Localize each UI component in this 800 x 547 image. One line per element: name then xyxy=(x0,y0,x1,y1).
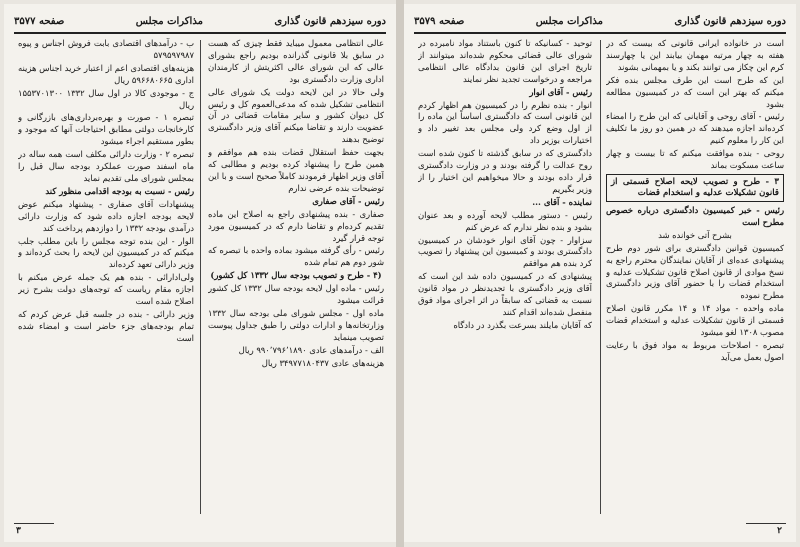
paragraph: دادگستری که در سابق گذشته تا کنون شده است روح عدالت را گرفته بودند و در وزارت دادگستری قرار داده بودند و حالا میخواهیم این اختیار را از وزیر بگیریم xyxy=(418,148,592,194)
paragraph: تبصره ۲ - وزارت دارائی مکلف است همه ساله در ماه اسفند صورت عملکرد بودجه سال قبل را بمجلس شورای ملی تقدیم نماید xyxy=(18,149,194,183)
book-gutter xyxy=(396,0,404,547)
left-header-title: دوره سیزدهم قانون گذاری xyxy=(274,15,386,27)
left-header-page-label: صفحه ۳۵۷۷ xyxy=(14,15,65,27)
section-heading: (۴ - طرح و تصویب بودجه سال ۱۳۳۲ کل کشور) xyxy=(210,270,382,281)
paragraph: وزیر دارائی - بنده در جلسه قبل عرض کردم که تمام بودجه‌های جزء حاضر است و امضاء شده است xyxy=(18,308,194,343)
paragraph: عالی انتظامی معمول میباید فقط چیزی که هست در سابق بلا قانونی گذرانده بودیم راجع بشورای عالی که این شورای عالی اکثریتش از کارمندان اداری وزارت دادگستری بود xyxy=(208,38,384,84)
paragraph: پیشنهادات آقای صفاری - پیشنهاد میکنم عوض لایحه بودجه اجازه داده شود که وزارت دارائی درآمدی بودجه ۱۳۳۲ را دوازدهم پرداخت کند xyxy=(18,198,194,233)
right-column-divider xyxy=(600,40,601,514)
left-column-divider xyxy=(200,40,201,514)
left-page-header xyxy=(14,12,386,30)
paragraph: ماده اول - مجلس شورای ملی بودجه سال ۱۳۳۲ وزارتخانه‌ها و ادارات دولتی را طبق جداول پیوست تصویب مینماید xyxy=(208,307,384,342)
paragraph: توحید - کسانیکه تا کنون باستناد مواد نامبرده در شورای عالی قضائی محکوم شده‌اند میتوانند از تاریخ اجرای این قانون بدادگاه عالی انتظامی مراجعه و درخواست تجدید نظر نمایند xyxy=(418,38,592,84)
paragraph: تبصره - اصلاحات مربوط به مواد فوق با رعایت اصول بعمل می‌آید xyxy=(606,339,784,362)
right-footer-rule xyxy=(746,523,786,524)
budget-line: ب - درآمدهای اقتصادی بابت فروش اجناس و پیوه ۵۷۹۵۹۷۹۸۷ xyxy=(18,38,194,60)
paragraph: بجهت حفظ استقلال قضات بنده هم موافقم و همین طرح را پیشنهاد کرده بودیم و مطالبی که آقای وزیر اظهار فرمودند کاملاً صحیح است و با این توضیحات بنده عرضی ندارم xyxy=(208,147,384,193)
left-page-right-column xyxy=(208,38,384,518)
speaker-line: رئیس - آقای انوار xyxy=(529,86,592,97)
paragraph: رئیس - آقای روحی و آقایانی که این طرح را امضاء کرده‌اند اجازه میدهند که در همین دو روز ما تکلیف این کار را معلوم کنیم xyxy=(606,111,784,146)
paragraph: صفاری - بنده پیشنهادی راجع به اصلاح این ماده تقدیم کرده‌ام و تقاضا دارم که در کمیسیون مورد توجه قرار گیرد xyxy=(208,208,384,243)
paragraph: روحی - بنده موافقت میکنم که تا بیست و چهار ساعت مسکوت بماند xyxy=(606,148,784,171)
left-page-number: ۳ xyxy=(16,526,21,536)
speaker-line: رئیس - آقای صفاری xyxy=(312,195,384,206)
budget-line: الف - درآمدهای عادی ۹۹۰٬۷۹۶٬۱۸۹۰ ریال xyxy=(238,344,384,355)
speaker-line: نماینده - آقای ... xyxy=(532,196,592,207)
left-header-section: مذاکرات مجلس xyxy=(135,15,203,27)
right-page xyxy=(404,4,796,542)
right-header-title: دوره سیزدهم قانون گذاری xyxy=(674,15,786,27)
paragraph: کمیسیون قوانین دادگستری برای شور دوم طرح پیشنهادی عده‌ای از آقایان نمایندگان محترم راجع به نسخ موادی از قانون اصلاح قانون تشکیلات عدلیه و استخدام قضات را با حضور آقای وزیر دادگستری مطرح نموده xyxy=(606,242,784,301)
paragraph: ولی حالا در این لایحه دولت یک شورای عالی انتظامی تشکیل شده که مدعی‌العموم کل و رئیس کل دیوان کشور و سایر مقامات قضائی در آن عضویت دارند و تقاضا میکنم آقای وزیر دادگستری توضیح بدهند xyxy=(208,86,384,145)
paragraph: این که طرح است این طرف مجلس بنده فکر میکنم که بهتر این است که در کمیسیون مطالعه بشود xyxy=(606,74,784,109)
paragraph: است در خانواده ایرانی قانونی که بیست که در هفته به چهار مرتبه مهمان بیابند این یا چهارسند کرم این چکاز می توانند بکند و یا بمهمانی بشوند xyxy=(606,38,784,72)
right-page-right-column xyxy=(606,38,784,518)
paragraph: تبصره ۱ - صورت و بهره‌برداری‌های بازرگانی و کارخانجات دولتی مطابق احتیاجات آنها که موجود و بطور مستقیم اجراء میشود xyxy=(18,112,194,147)
left-page xyxy=(4,4,396,542)
paragraph: بشرح آتی خوانده شد xyxy=(658,229,732,240)
budget-line: ج - موجودی کالا در اول سال ۱۳۳۲ ۱۵۵۳۷۰۱۳۰۰ ریال xyxy=(18,87,194,110)
paragraph: سزاوار - چون آقای انوار خودشان در کمیسیون دادگستری بودند و کمیسیون این پیشنهاد را تصویب کرد بنده هم موافقم xyxy=(418,234,592,269)
paragraph: رئیس - دستور مطلب لایحه آورده و بعد عنوان بشود و بنده نظر ندارم که عرض کنم xyxy=(418,209,592,232)
right-header-section: مذاکرات مجلس xyxy=(535,15,603,27)
paragraph: ولی‌ادارائی - بنده هم یک جمله عرض میکنم با اجازه مقام ریاست که توجه‌های دولت بشرح زیر اصلاح شده است xyxy=(18,272,194,307)
right-page-number: ۲ xyxy=(777,526,782,536)
speaker-line: رئیس - خبر کمیسیون دادگستری درباره خصوص مطرح است xyxy=(606,204,784,227)
budget-line: هزینه‌های عادی ۳۴۹۷۷۱۸۰۴۳۷ ریال xyxy=(261,357,384,368)
budget-line: هزینه‌های اقتصادی اعم از اعتبار خرید اجناس هزینه اداری ۵۹۶۶۸۰۶۶۵ ریال xyxy=(18,62,194,85)
paragraph: رئیس - رأی گرفته میشود بماده واحده با تبصره که شور دوم هم تمام شده xyxy=(208,245,384,268)
left-page-left-column xyxy=(18,38,194,518)
paragraph: رئیس - ماده اول لایحه بودجه سال ۱۳۳۲ کل کشور قرائت میشود xyxy=(208,283,384,306)
right-page-left-column xyxy=(418,38,592,518)
paragraph: که آقایان مایلند بسرعت بگذرد در دادگاه xyxy=(453,319,592,330)
paragraph: انوار - بنده نظرم را در کمیسیون هم اظهار کردم این قانونی است که دادگستری اساساً این ماده را از اول وضع کرد ولی مجلس بعد تغییر داد و اختیارات بوزیر داد xyxy=(418,99,592,146)
paragraph: الوار - این بنده توجه مجلس را باین مطلب جلب میکنم که در کمیسیون این لایحه را بحث کرده‌اند و وزیر دارائی تعهد کرده‌اند xyxy=(18,235,194,270)
paragraph: پیشنهادی که در کمیسیون داده شد این است که آقای وزیر دادگستری با تجدیدنظر در مواد قانون نسبت به قضاتی که سابقاً در اثر اجرای مواد فوق منفصل شده‌اند اقدام کنند xyxy=(418,271,592,317)
left-header-rule xyxy=(14,32,386,34)
right-header-page-label: صفحه ۳۵۷۹ xyxy=(414,15,465,27)
speaker-line: رئیس - نسبت به بودجه اقدامی منظور کند xyxy=(45,185,194,196)
right-header-rule xyxy=(414,32,786,34)
right-page-header xyxy=(414,12,786,30)
agenda-item-box: ۳ - طرح و تصویب لایحه اصلاح قسمتی از قانون تشکیلات عدلیه و استخدام قضات xyxy=(606,174,784,202)
paragraph: ماده واحده - مواد ۱۴ و ۱۴ مکرر قانون اصلاح قسمتی از قانون تشکیلات عدلیه و استخدام قضات مصوب ۱۳۰۸ لغو میشود xyxy=(606,303,784,338)
left-footer-rule xyxy=(14,523,54,524)
